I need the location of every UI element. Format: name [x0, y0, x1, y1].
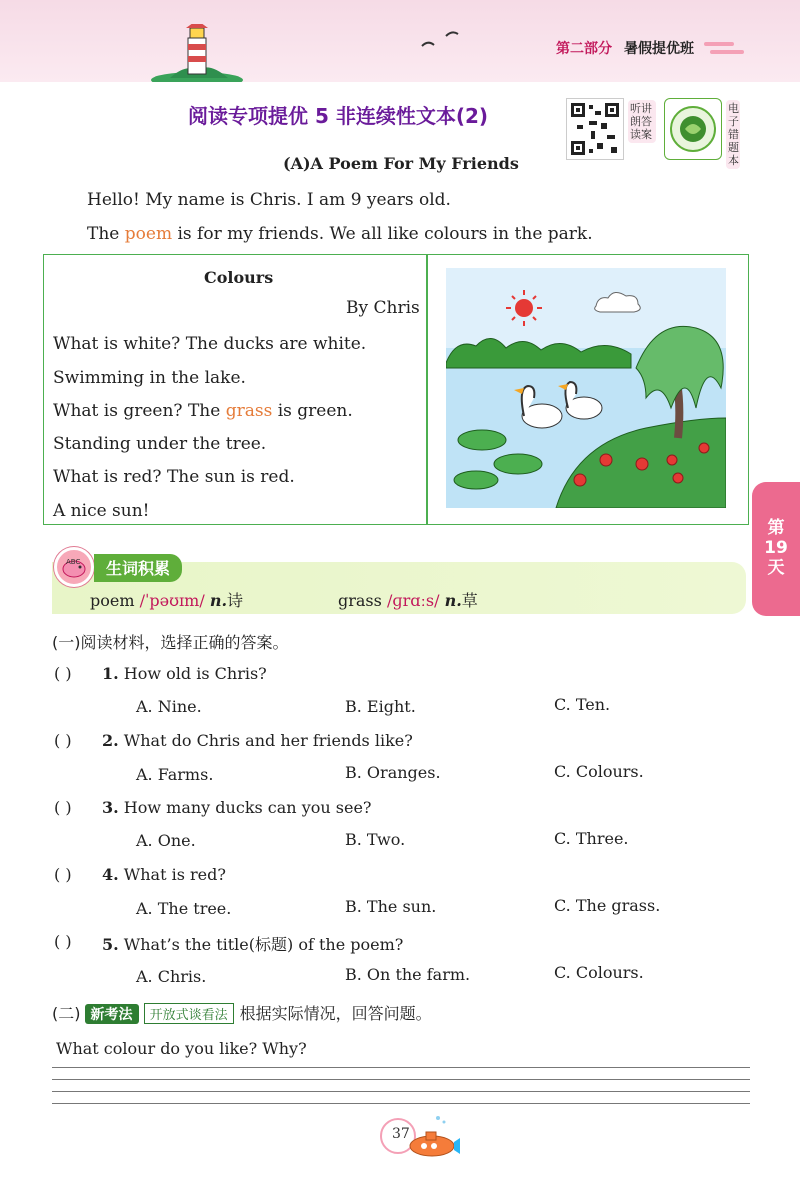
seagull-icon [420, 28, 462, 50]
answer-line-2[interactable] [52, 1079, 750, 1080]
q1-option-b: B. Eight. [345, 697, 416, 716]
question-5: 5. What’s the title(标题) of the poem? [102, 935, 404, 954]
poem-line-3: What is green? The grass is green. [53, 401, 353, 421]
page-title: 阅读专项提优 5 非连续性文本(2) [188, 104, 489, 128]
poem-line-5: What is red? The sun is red. [53, 467, 295, 487]
lighthouse-icon [150, 24, 245, 82]
new-exam-tag: 新考法 [85, 1004, 139, 1024]
q5-option-a: A. Chris. [136, 967, 207, 986]
answer-blank-3[interactable]: ( ) [54, 798, 72, 817]
q2-option-c: C. Colours. [554, 762, 644, 781]
day-tab: 第 19 天 [752, 482, 800, 616]
poem-line-4: Standing under the tree. [53, 434, 267, 454]
page-number: 37 [392, 1126, 410, 1142]
header-section-label: 第二部分 [556, 41, 612, 57]
q4-option-c: C. The grass. [554, 896, 661, 915]
question-2: 2. What do Chris and her friends like? [102, 731, 413, 750]
highlight-word-poem: poem [124, 224, 173, 244]
q3-option-b: B. Two. [345, 830, 406, 849]
answer-blank-5[interactable]: ( ) [54, 932, 72, 951]
intro-line-2: The poem is for my friends. We all like colours in the park. [87, 224, 593, 244]
vocab-title: 生词积累 [94, 554, 182, 582]
poem-line-1: What is white? The ducks are white. [53, 334, 367, 354]
question-3: 3. How many ducks can you see? [102, 798, 372, 817]
q1-option-c: C. Ten. [554, 695, 611, 714]
q4-option-b: B. The sun. [345, 897, 437, 916]
part2-question: What colour do you like? Why? [56, 1039, 307, 1058]
poem-line-2: Swimming in the lake. [53, 368, 246, 388]
q5-option-b: B. On the farm. [345, 965, 471, 984]
answer-blank-2[interactable]: ( ) [54, 731, 72, 750]
qr-caption-listen: 听讲 朗答 读案 [628, 100, 656, 143]
qr-code-icon [567, 99, 623, 159]
poem-divider [426, 254, 428, 525]
q2-option-b: B. Oranges. [345, 763, 441, 782]
svg-text:ABC: ABC [66, 558, 81, 566]
q4-option-a: A. The tree. [136, 899, 232, 918]
piggy-bank-icon [54, 547, 94, 587]
poem-author: By Chris [346, 298, 420, 318]
header-series-label: 暑假提优班 [624, 41, 694, 57]
answer-blank-4[interactable]: ( ) [54, 865, 72, 884]
answer-line-4[interactable] [52, 1103, 750, 1104]
q5-option-c: C. Colours. [554, 963, 644, 982]
q1-option-a: A. Nine. [136, 697, 202, 716]
watermelon-qr-icon [665, 99, 721, 159]
intro-line-1: Hello! My name is Chris. I am 9 years old. [87, 190, 451, 210]
qr-code-error-book[interactable] [664, 98, 722, 160]
question-4: 4. What is red? [102, 865, 226, 884]
submarine-icon [404, 1112, 460, 1160]
q3-option-c: C. Three. [554, 829, 629, 848]
poem-title: Colours [204, 268, 274, 287]
part1-heading: (一)阅读材料，选择正确的答案。 [52, 633, 289, 652]
qr-code-listen[interactable] [566, 98, 624, 160]
lake-scene-illustration [446, 268, 726, 508]
poem-line-6: A nice sun! [53, 501, 150, 521]
passage-subtitle: (A)A Poem For My Friends [283, 154, 519, 173]
wave-decoration-icon [704, 40, 744, 60]
answer-line-3[interactable] [52, 1091, 750, 1092]
vocab-entry-poem: poem /ˈpəʊɪm/ n.诗 [90, 591, 244, 610]
highlight-word-grass: grass [225, 401, 273, 421]
qr-caption-error-book: 电 子 错 题 本 [728, 102, 739, 167]
open-opinion-tag: 开放式谈看法 [144, 1003, 234, 1024]
question-1: 1. How old is Chris? [102, 664, 267, 683]
q3-option-a: A. One. [136, 831, 196, 850]
answer-blank-1[interactable]: ( ) [54, 664, 72, 683]
q2-option-a: A. Farms. [136, 765, 214, 784]
answer-line-1[interactable] [52, 1067, 750, 1068]
vocab-entry-grass: grass /ɡrɑːs/ n.草 [338, 591, 478, 610]
part2-heading: (二) 新考法 开放式谈看法 根据实际情况，回答问题。 [52, 1004, 432, 1023]
